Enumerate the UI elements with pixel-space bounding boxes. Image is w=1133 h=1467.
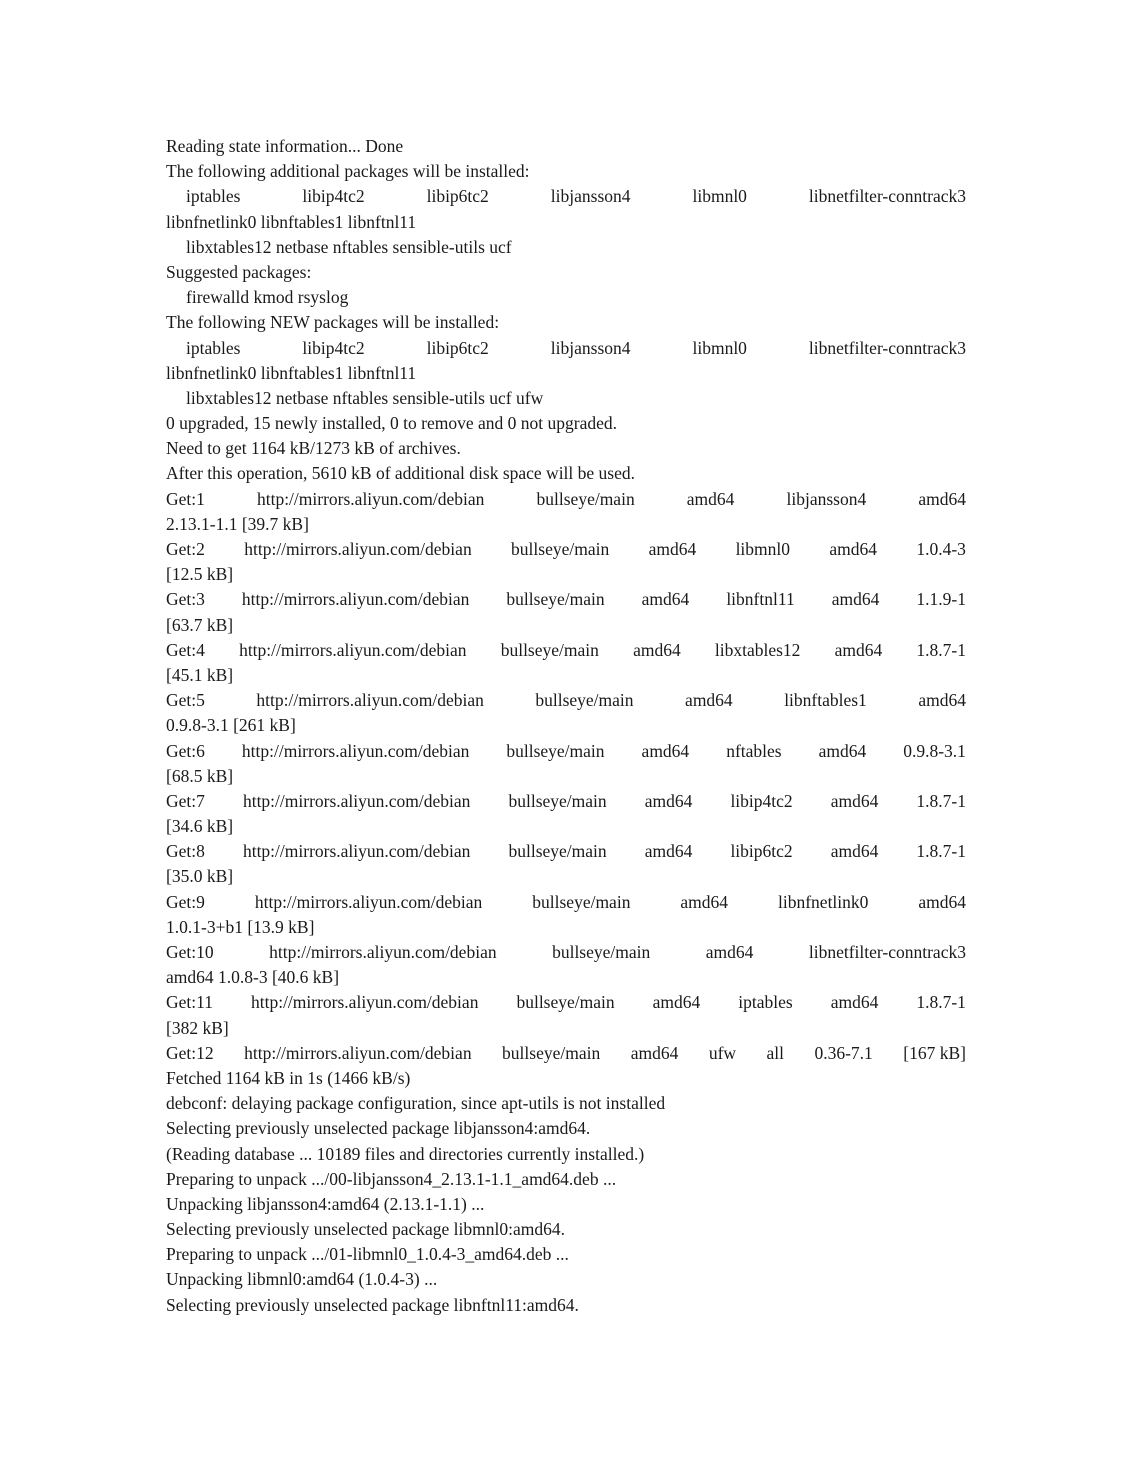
log-line: libxtables12 netbase nftables sensible-utils ucf ufw [186,387,544,408]
log-line [166,638,966,663]
log-line [166,587,966,612]
log-word: 1.0.4-3 [916,539,966,559]
log-word: amd64 [818,740,867,761]
log-line [166,739,966,764]
log-word: libip6tc2 [426,186,489,207]
log-word: 1.8.7-1 [916,639,966,660]
log-word: http://mirrors.aliyun.com/debian [244,1042,472,1063]
log-word: amd64 [652,992,701,1013]
log-word: amd64 [918,690,966,711]
log-word: amd64 [641,740,690,761]
log-word: libnetfilter-conntrack3 [808,337,966,358]
log-word: http://mirrors.aliyun.com/debian [269,942,497,962]
log-line: amd64 1.0.8-3 [40.6 kB] [166,967,340,988]
log-word: bullseye/main [506,589,605,610]
log-word: amd64 [630,1042,679,1063]
log-line: 2.13.1-1.1 [39.7 kB] [166,513,309,534]
log-word: Get:9 [166,891,205,912]
log-word: nftables [726,740,782,761]
log-word: amd64 [648,539,697,559]
log-word: Get:1 [166,488,205,509]
log-line: The following NEW packages will be installed: [166,312,500,333]
log-word: 1.8.7-1 [916,790,966,811]
log-word: iptables [738,992,793,1013]
log-word: bullseye/main [502,1042,601,1063]
log-word: bullseye/main [535,690,634,711]
log-line [166,940,966,965]
log-word: amd64 [641,589,690,610]
log-word: Get:3 [166,589,205,610]
log-line: Fetched 1164 kB in 1s (1466 kB/s) [166,1067,411,1088]
log-line: [35.0 kB] [166,866,234,887]
log-word: amd64 [705,942,754,962]
log-word: bullseye/main [511,539,610,559]
log-line: Selecting previously unselected package libmnl0:amd64. [166,1219,565,1240]
log-line: The following additional packages will be installed: [166,161,530,182]
log-line [166,890,966,915]
log-word: bullseye/main [508,841,607,862]
log-word: iptables [186,337,241,358]
log-word: http://mirrors.aliyun.com/debian [244,539,472,559]
log-word: Get:12 [166,1042,214,1063]
log-word: Get:6 [166,740,205,761]
log-word: amd64 [831,589,880,610]
log-word: http://mirrors.aliyun.com/debian [239,639,467,660]
log-line: [63.7 kB] [166,614,234,635]
log-word: bullseye/main [552,942,651,962]
log-word: 1.8.7-1 [916,992,966,1013]
log-line: libnfnetlink0 libnftables1 libnftnl11 [166,211,417,232]
log-word: amd64 [680,891,729,912]
log-line: libxtables12 netbase nftables sensible-utils ucf [186,236,512,257]
log-word: Get:5 [166,690,205,711]
log-line: Need to get 1164 kB/1273 kB of archives. [166,438,461,459]
log-line [166,537,966,562]
log-line: libnfnetlink0 libnftables1 libnftnl11 [166,362,417,383]
log-word: ufw [708,1042,737,1063]
log-line: debconf: delaying package configuration, since apt-utils is not installed [166,1093,666,1114]
log-word: bullseye/main [532,891,631,912]
log-word: 1.1.9-1 [916,589,966,610]
log-word: bullseye/main [508,790,607,811]
log-word: amd64 [644,790,693,811]
log-word: all [766,1042,784,1063]
log-line: [34.6 kB] [166,816,234,837]
log-line: [12.5 kB] [166,564,234,585]
log-word: http://mirrors.aliyun.com/debian [242,841,471,862]
log-word: libnftables1 [784,690,867,711]
log-word: libmnl0 [692,337,747,358]
log-word: http://mirrors.aliyun.com/debian [256,690,484,711]
log-word: amd64 [830,790,879,811]
log-line [166,839,966,864]
log-line: After this operation, 5610 kB of additional disk space will be used. [166,463,636,484]
log-word: amd64 [918,891,966,912]
log-word: libjansson4 [550,186,631,207]
log-line: (Reading database ... 10189 files and directories currently installed.) [166,1143,645,1164]
log-word: http://mirrors.aliyun.com/debian [241,589,470,610]
log-word: bullseye/main [500,639,599,660]
terminal-log-text [166,134,966,1318]
log-word: http://mirrors.aliyun.com/debian [250,992,479,1013]
log-word: libnfnetlink0 [778,891,869,912]
log-line: 0.9.8-3.1 [261 kB] [166,715,296,736]
log-line [166,789,966,814]
log-word: Get:10 [166,942,214,962]
log-word: bullseye/main [536,488,635,509]
log-word: amd64 [633,639,681,660]
log-line: 1.0.1-3+b1 [13.9 kB] [166,916,315,937]
log-word: libmnl0 [735,539,791,559]
log-word: bullseye/main [516,992,615,1013]
log-word: http://mirrors.aliyun.com/debian [242,790,471,811]
log-word: libmnl0 [692,186,747,207]
log-word: http://mirrors.aliyun.com/debian [241,740,470,761]
log-word: 1.8.7-1 [916,841,966,862]
log-word: amd64 [830,992,879,1013]
log-word: http://mirrors.aliyun.com/debian [254,891,483,912]
log-word: libjansson4 [786,488,867,509]
log-line: Selecting previously unselected package libjansson4:amd64. [166,1118,591,1139]
log-line [166,990,966,1015]
log-line: 0 upgraded, 15 newly installed, 0 to remove and 0 not upgraded. [166,413,618,434]
log-word: libnetfilter-conntrack3 [808,942,966,962]
log-word: libnetfilter-conntrack3 [808,186,966,207]
log-word: http://mirrors.aliyun.com/debian [256,488,485,509]
log-word: amd64 [829,539,877,559]
log-line: Suggested packages: [166,261,312,282]
log-line: [45.1 kB] [166,664,234,685]
log-word: libip6tc2 [730,841,793,862]
log-word: amd64 [830,841,879,862]
log-line [166,336,966,361]
log-word: Get:11 [166,992,213,1013]
log-line: Preparing to unpack .../01-libmnl0_1.0.4-3_amd64.deb ... [166,1244,569,1265]
log-word: amd64 [834,639,883,660]
log-word: amd64 [918,488,966,509]
log-word: Get:4 [166,639,205,660]
log-word: libip4tc2 [302,186,365,207]
log-line: [68.5 kB] [166,765,234,786]
log-line [166,184,966,209]
log-word: Get:8 [166,841,205,862]
log-word: Get:2 [166,539,205,559]
log-word: libxtables12 [714,639,801,660]
log-line [166,1041,966,1066]
log-line: Preparing to unpack .../00-libjansson4_2.13.1-1.1_amd64.deb ... [166,1168,617,1189]
log-word: amd64 [644,841,693,862]
log-word: iptables [186,186,241,207]
log-line: [382 kB] [166,1017,229,1038]
log-word: Get:7 [166,790,205,811]
log-word: libip4tc2 [302,337,365,358]
log-line [166,688,966,713]
log-word: 0.9.8-3.1 [903,740,966,761]
log-word: 0.36-7.1 [814,1042,873,1063]
log-line: Unpacking libmnl0:amd64 (1.0.4-3) ... [166,1269,438,1290]
log-word: [167 kB] [903,1042,966,1063]
log-word: amd64 [685,690,733,711]
log-line: Unpacking libjansson4:amd64 (2.13.1-1.1) ... [166,1193,485,1214]
log-word: libnftnl11 [726,589,795,610]
log-word: libjansson4 [550,337,631,358]
log-line: Reading state information... Done [166,136,404,156]
log-line: Selecting previously unselected package libnftnl11:amd64. [166,1294,579,1315]
log-line: firewalld kmod rsyslog [186,287,349,308]
log-word: amd64 [686,488,735,509]
log-word: bullseye/main [506,740,605,761]
log-word: libip6tc2 [426,337,489,358]
log-line [166,487,966,512]
log-word: libip4tc2 [730,790,793,811]
